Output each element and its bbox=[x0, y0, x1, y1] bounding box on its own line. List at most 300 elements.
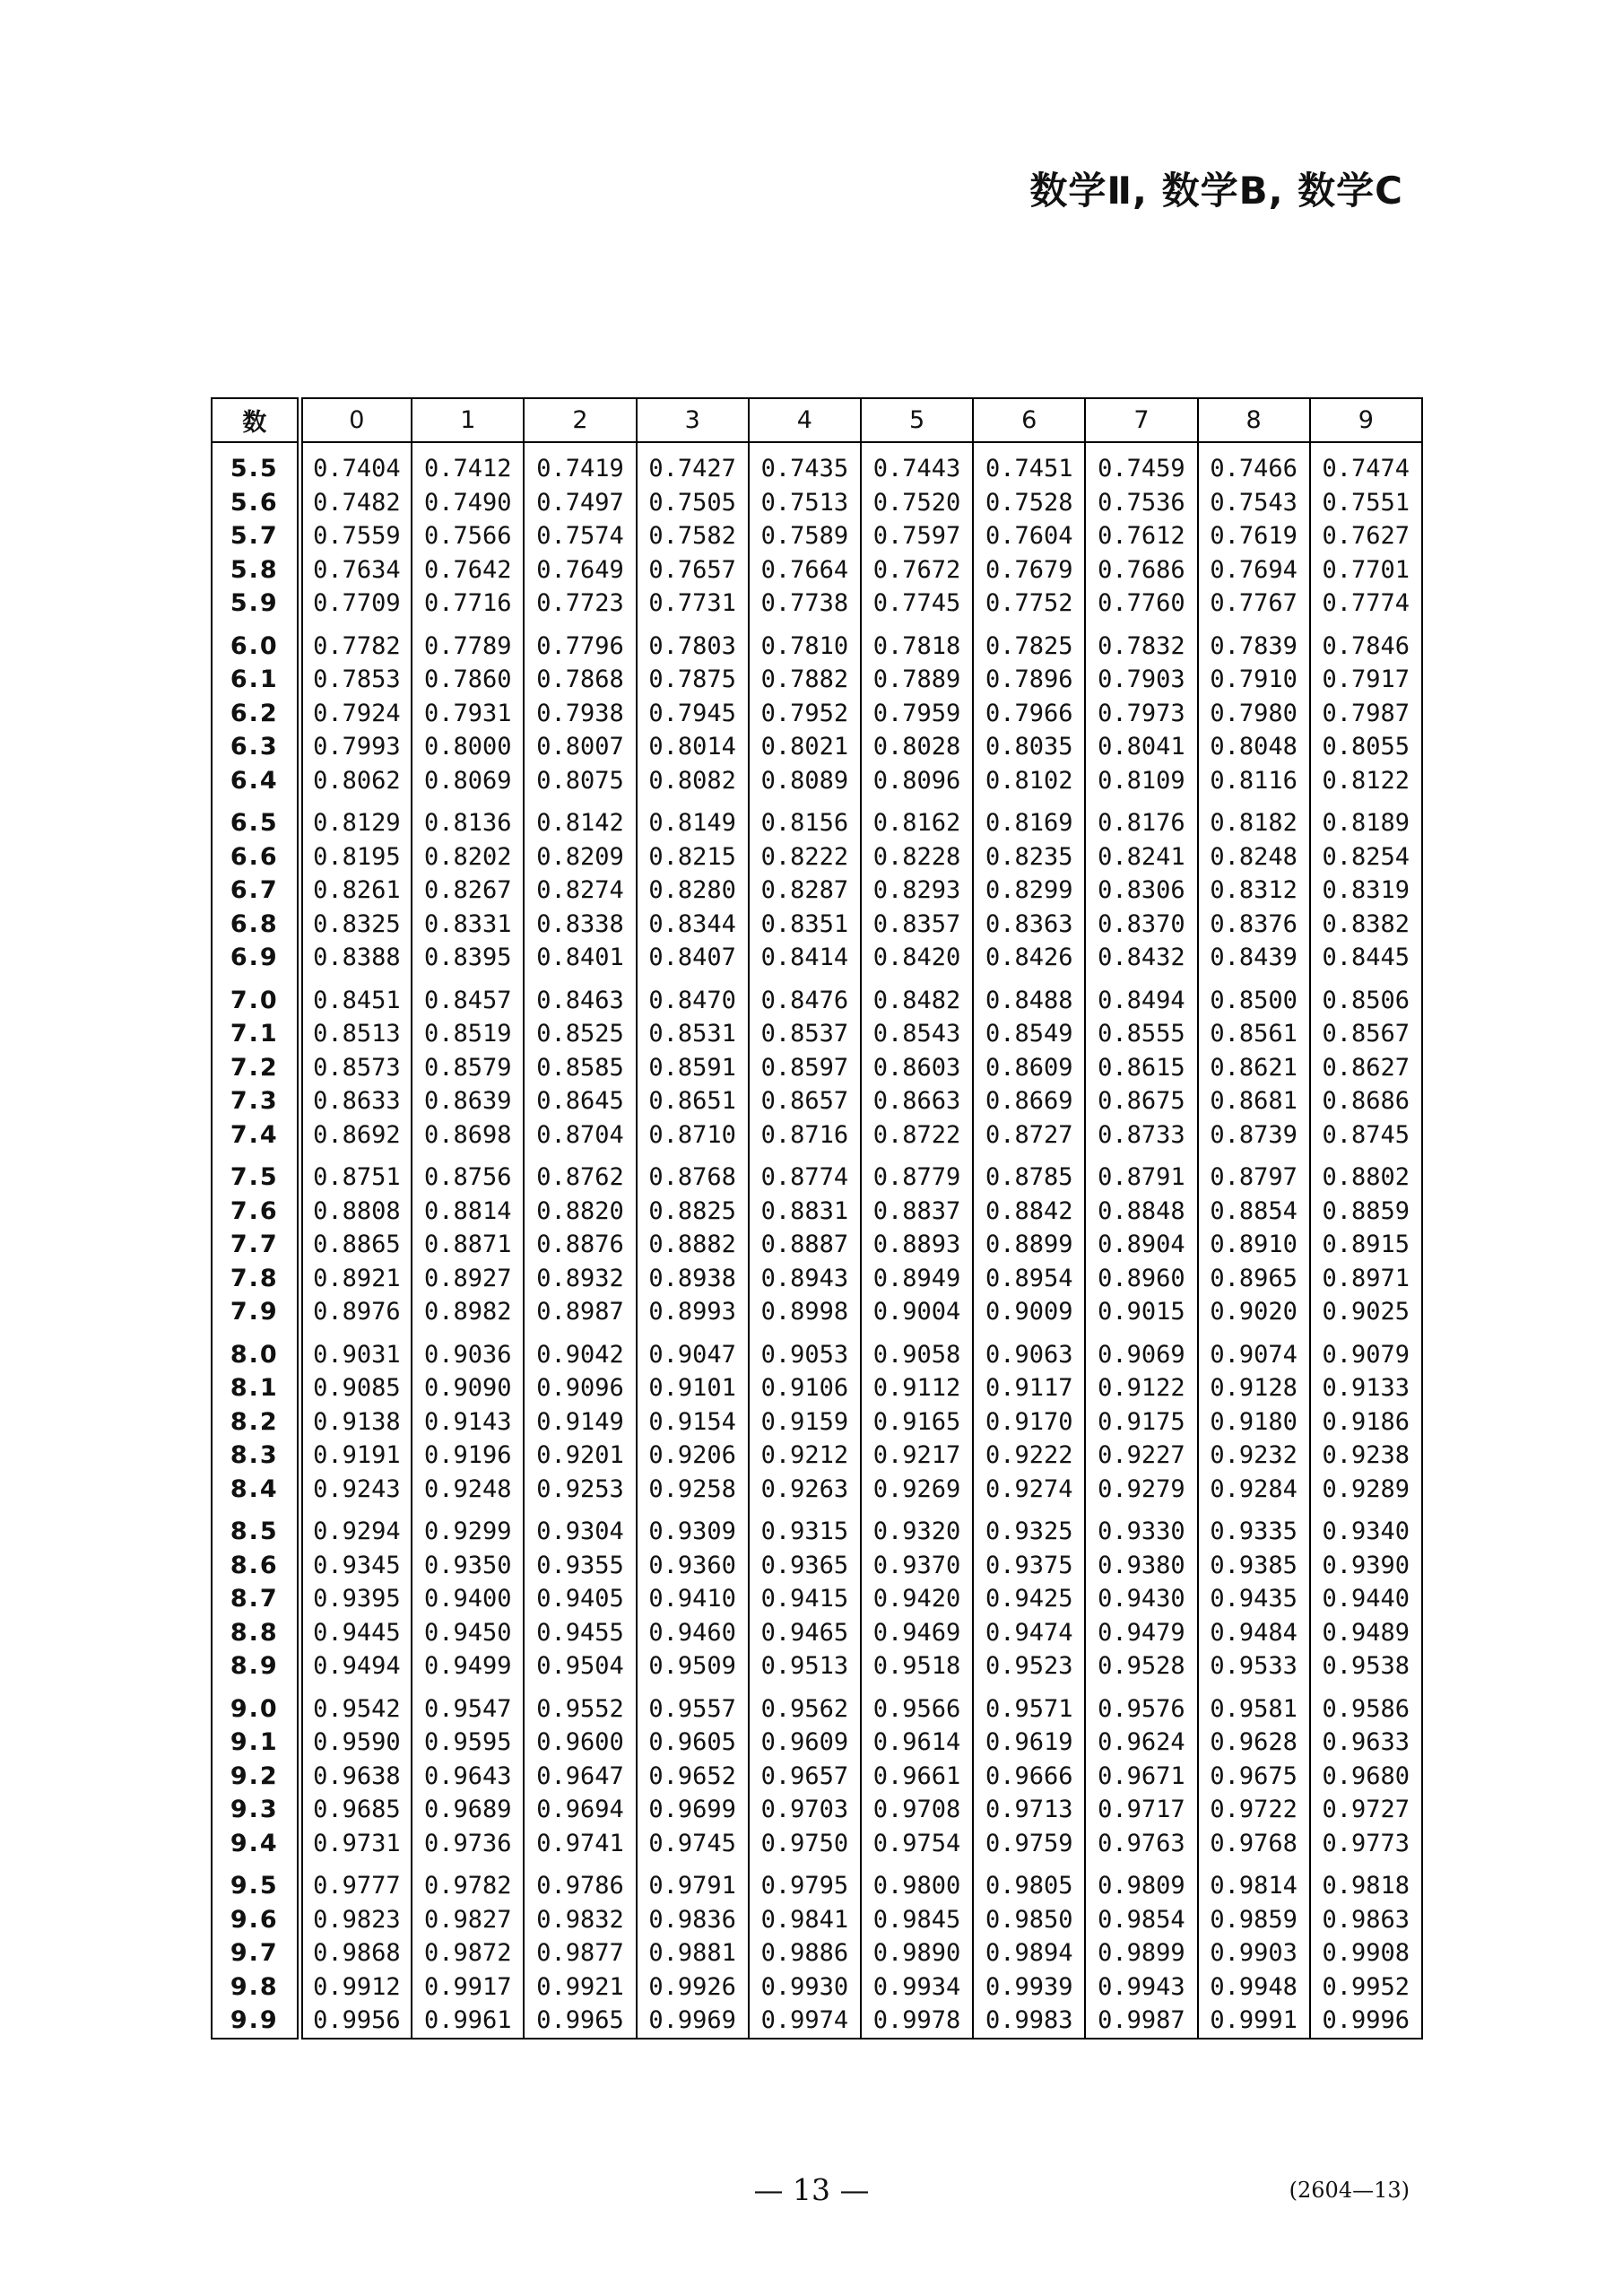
log-value-cell: 0.9689 bbox=[412, 1793, 524, 1827]
log-value-cell: 0.8621 bbox=[1198, 1051, 1310, 1085]
log-value-cell: 0.9777 bbox=[299, 1860, 412, 1903]
log-value-cell: 0.8686 bbox=[1310, 1084, 1422, 1118]
log-value-cell: 0.9917 bbox=[412, 1970, 524, 2005]
log-value-cell: 0.8842 bbox=[973, 1195, 1085, 1229]
log-value-cell: 0.9666 bbox=[973, 1760, 1085, 1794]
column-header: 7 bbox=[1085, 398, 1197, 442]
log-value-cell: 0.9533 bbox=[1198, 1649, 1310, 1683]
log-value-cell: 0.9595 bbox=[412, 1726, 524, 1760]
row-number: 8.4 bbox=[212, 1473, 299, 1507]
table-row bbox=[212, 1017, 1422, 1051]
log-value-cell: 0.8716 bbox=[749, 1118, 861, 1152]
table-row bbox=[212, 587, 1422, 621]
log-value-cell: 0.8710 bbox=[637, 1118, 749, 1152]
log-value-cell: 0.9731 bbox=[299, 1827, 412, 1861]
log-value-cell: 0.8261 bbox=[299, 874, 412, 908]
log-value-cell: 0.9253 bbox=[524, 1473, 636, 1507]
log-value-cell: 0.9269 bbox=[861, 1473, 973, 1507]
row-number: 8.5 bbox=[212, 1506, 299, 1549]
log-value-cell: 0.9894 bbox=[973, 1936, 1085, 1970]
log-value-cell: 0.9600 bbox=[524, 1726, 636, 1760]
log-value-cell: 0.8209 bbox=[524, 840, 636, 874]
log-value-cell: 0.9699 bbox=[637, 1793, 749, 1827]
log-value-cell: 0.9566 bbox=[861, 1683, 973, 1726]
log-value-cell: 0.9074 bbox=[1198, 1329, 1310, 1372]
log-value-cell: 0.8439 bbox=[1198, 941, 1310, 975]
log-value-cell: 0.9736 bbox=[412, 1827, 524, 1861]
log-value-cell: 0.8675 bbox=[1085, 1084, 1197, 1118]
log-value-cell: 0.8293 bbox=[861, 874, 973, 908]
log-value-cell: 0.9605 bbox=[637, 1726, 749, 1760]
log-value-cell: 0.8756 bbox=[412, 1152, 524, 1195]
log-value-cell: 0.9800 bbox=[861, 1860, 973, 1903]
log-value-cell: 0.8299 bbox=[973, 874, 1085, 908]
log-value-cell: 0.7435 bbox=[749, 442, 861, 486]
log-value-cell: 0.7889 bbox=[861, 663, 973, 697]
log-value-cell: 0.8338 bbox=[524, 908, 636, 942]
log-value-cell: 0.8142 bbox=[524, 797, 636, 840]
log-value-cell: 0.9101 bbox=[637, 1371, 749, 1405]
row-number: 6.0 bbox=[212, 621, 299, 664]
log-value-cell: 0.8331 bbox=[412, 908, 524, 942]
log-value-cell: 0.9069 bbox=[1085, 1329, 1197, 1372]
log-value-cell: 0.8669 bbox=[973, 1084, 1085, 1118]
column-header: 3 bbox=[637, 398, 749, 442]
row-number: 5.7 bbox=[212, 519, 299, 553]
row-number: 7.2 bbox=[212, 1051, 299, 1085]
log-value-cell: 0.7782 bbox=[299, 621, 412, 664]
log-value-cell: 0.8156 bbox=[749, 797, 861, 840]
table-row bbox=[212, 1793, 1422, 1827]
log-value-cell: 0.9170 bbox=[973, 1405, 1085, 1439]
table-row bbox=[212, 1152, 1422, 1195]
log-value-cell: 0.9939 bbox=[973, 1970, 1085, 2005]
log-value-cell: 0.7716 bbox=[412, 587, 524, 621]
row-number: 9.7 bbox=[212, 1936, 299, 1970]
log-value-cell: 0.8704 bbox=[524, 1118, 636, 1152]
log-value-cell: 0.7466 bbox=[1198, 442, 1310, 486]
log-value-cell: 0.7839 bbox=[1198, 621, 1310, 664]
log-value-cell: 0.9191 bbox=[299, 1439, 412, 1473]
row-number: 5.9 bbox=[212, 587, 299, 621]
log-value-cell: 0.9390 bbox=[1310, 1549, 1422, 1583]
log-value-cell: 0.8513 bbox=[299, 1017, 412, 1051]
log-value-cell: 0.7459 bbox=[1085, 442, 1197, 486]
log-value-cell: 0.7973 bbox=[1085, 697, 1197, 731]
log-value-cell: 0.9576 bbox=[1085, 1683, 1197, 1726]
log-value-cell: 0.9836 bbox=[637, 1903, 749, 1937]
log-value-cell: 0.9370 bbox=[861, 1549, 973, 1583]
log-value-cell: 0.9042 bbox=[524, 1329, 636, 1372]
log-value-cell: 0.8376 bbox=[1198, 908, 1310, 942]
log-value-cell: 0.8949 bbox=[861, 1262, 973, 1296]
log-value-cell: 0.9759 bbox=[973, 1827, 1085, 1861]
log-value-cell: 0.9991 bbox=[1198, 2004, 1310, 2039]
log-value-cell: 0.8215 bbox=[637, 840, 749, 874]
log-value-cell: 0.9020 bbox=[1198, 1295, 1310, 1329]
row-group bbox=[212, 1329, 1422, 1507]
log-value-cell: 0.9863 bbox=[1310, 1903, 1422, 1937]
log-value-cell: 0.9112 bbox=[861, 1371, 973, 1405]
log-value-cell: 0.9380 bbox=[1085, 1549, 1197, 1583]
log-value-cell: 0.9795 bbox=[749, 1860, 861, 1903]
log-value-cell: 0.9943 bbox=[1085, 1970, 1197, 2005]
table-row bbox=[212, 1649, 1422, 1683]
row-number: 6.7 bbox=[212, 874, 299, 908]
log-value-cell: 0.9009 bbox=[973, 1295, 1085, 1329]
row-number: 8.2 bbox=[212, 1405, 299, 1439]
log-value-cell: 0.7497 bbox=[524, 486, 636, 520]
log-value-cell: 0.9206 bbox=[637, 1439, 749, 1473]
log-value-cell: 0.9624 bbox=[1085, 1726, 1197, 1760]
log-value-cell: 0.9872 bbox=[412, 1936, 524, 1970]
log-value-cell: 0.7903 bbox=[1085, 663, 1197, 697]
row-number: 7.5 bbox=[212, 1152, 299, 1195]
log-value-cell: 0.8814 bbox=[412, 1195, 524, 1229]
log-value-cell: 0.8727 bbox=[973, 1118, 1085, 1152]
log-value-cell: 0.7731 bbox=[637, 587, 749, 621]
header-number-label: 数 bbox=[212, 398, 299, 442]
log-value-cell: 0.8854 bbox=[1198, 1195, 1310, 1229]
log-value-cell: 0.8000 bbox=[412, 730, 524, 764]
log-value-cell: 0.9987 bbox=[1085, 2004, 1197, 2039]
log-value-cell: 0.8971 bbox=[1310, 1262, 1422, 1296]
row-number: 7.1 bbox=[212, 1017, 299, 1051]
log-value-cell: 0.9047 bbox=[637, 1329, 749, 1372]
log-value-cell: 0.9708 bbox=[861, 1793, 973, 1827]
log-value-cell: 0.8785 bbox=[973, 1152, 1085, 1195]
log-table-container bbox=[211, 397, 1421, 2039]
log-value-cell: 0.8325 bbox=[299, 908, 412, 942]
log-value-cell: 0.9479 bbox=[1085, 1616, 1197, 1650]
log-value-cell: 0.8426 bbox=[973, 941, 1085, 975]
column-header: 9 bbox=[1310, 398, 1422, 442]
log-value-cell: 0.8797 bbox=[1198, 1152, 1310, 1195]
log-value-cell: 0.8395 bbox=[412, 941, 524, 975]
log-value-cell: 0.7875 bbox=[637, 663, 749, 697]
log-value-cell: 0.8463 bbox=[524, 975, 636, 1018]
log-value-cell: 0.9058 bbox=[861, 1329, 973, 1372]
log-value-cell: 0.9435 bbox=[1198, 1582, 1310, 1616]
log-value-cell: 0.8651 bbox=[637, 1084, 749, 1118]
table-row bbox=[212, 486, 1422, 520]
log-value-cell: 0.8585 bbox=[524, 1051, 636, 1085]
log-value-cell: 0.7945 bbox=[637, 697, 749, 731]
log-value-cell: 0.9469 bbox=[861, 1616, 973, 1650]
row-group bbox=[212, 621, 1422, 798]
log-value-cell: 0.9154 bbox=[637, 1405, 749, 1439]
log-value-cell: 0.9350 bbox=[412, 1549, 524, 1583]
log-value-cell: 0.8306 bbox=[1085, 874, 1197, 908]
log-value-cell: 0.8470 bbox=[637, 975, 749, 1018]
log-value-cell: 0.8859 bbox=[1310, 1195, 1422, 1229]
log-value-cell: 0.9717 bbox=[1085, 1793, 1197, 1827]
log-value-cell: 0.8069 bbox=[412, 764, 524, 798]
column-header: 8 bbox=[1198, 398, 1310, 442]
log-value-cell: 0.7774 bbox=[1310, 587, 1422, 621]
log-value-cell: 0.8169 bbox=[973, 797, 1085, 840]
log-value-cell: 0.9440 bbox=[1310, 1582, 1422, 1616]
log-value-cell: 0.7443 bbox=[861, 442, 973, 486]
log-value-cell: 0.8567 bbox=[1310, 1017, 1422, 1051]
log-value-cell: 0.9405 bbox=[524, 1582, 636, 1616]
table-row bbox=[212, 1295, 1422, 1329]
log-value-cell: 0.8109 bbox=[1085, 764, 1197, 798]
log-value-cell: 0.8848 bbox=[1085, 1195, 1197, 1229]
log-value-cell: 0.9309 bbox=[637, 1506, 749, 1549]
log-value-cell: 0.9025 bbox=[1310, 1295, 1422, 1329]
log-value-cell: 0.9117 bbox=[973, 1371, 1085, 1405]
log-value-cell: 0.7825 bbox=[973, 621, 1085, 664]
log-value-cell: 0.9965 bbox=[524, 2004, 636, 2039]
log-value-cell: 0.9974 bbox=[749, 2004, 861, 2039]
log-value-cell: 0.8791 bbox=[1085, 1152, 1197, 1195]
log-value-cell: 0.8351 bbox=[749, 908, 861, 942]
log-value-cell: 0.9232 bbox=[1198, 1439, 1310, 1473]
log-value-cell: 0.9410 bbox=[637, 1582, 749, 1616]
log-value-cell: 0.7952 bbox=[749, 697, 861, 731]
log-value-cell: 0.9159 bbox=[749, 1405, 861, 1439]
log-value-cell: 0.9614 bbox=[861, 1726, 973, 1760]
log-value-cell: 0.8698 bbox=[412, 1118, 524, 1152]
log-value-cell: 0.9542 bbox=[299, 1683, 412, 1726]
log-value-cell: 0.8089 bbox=[749, 764, 861, 798]
row-number: 9.1 bbox=[212, 1726, 299, 1760]
row-number: 8.1 bbox=[212, 1371, 299, 1405]
log-value-cell: 0.8222 bbox=[749, 840, 861, 874]
log-value-cell: 0.7419 bbox=[524, 442, 636, 486]
log-value-cell: 0.7559 bbox=[299, 519, 412, 553]
log-value-cell: 0.7938 bbox=[524, 697, 636, 731]
row-number: 7.3 bbox=[212, 1084, 299, 1118]
log-value-cell: 0.8579 bbox=[412, 1051, 524, 1085]
log-value-cell: 0.9149 bbox=[524, 1405, 636, 1439]
log-value-cell: 0.8887 bbox=[749, 1228, 861, 1262]
log-value-cell: 0.8189 bbox=[1310, 797, 1422, 840]
log-value-cell: 0.7412 bbox=[412, 442, 524, 486]
page-number: — 13 — bbox=[753, 2172, 870, 2207]
log-value-cell: 0.7589 bbox=[749, 519, 861, 553]
log-value-cell: 0.8414 bbox=[749, 941, 861, 975]
log-value-cell: 0.8927 bbox=[412, 1262, 524, 1296]
log-value-cell: 0.9881 bbox=[637, 1936, 749, 1970]
row-number: 7.6 bbox=[212, 1195, 299, 1229]
row-number: 9.6 bbox=[212, 1903, 299, 1937]
log-value-cell: 0.9128 bbox=[1198, 1371, 1310, 1405]
log-value-cell: 0.9096 bbox=[524, 1371, 636, 1405]
log-value-cell: 0.8420 bbox=[861, 941, 973, 975]
log-value-cell: 0.8893 bbox=[861, 1228, 973, 1262]
log-value-cell: 0.8531 bbox=[637, 1017, 749, 1051]
log-value-cell: 0.8494 bbox=[1085, 975, 1197, 1018]
log-value-cell: 0.8280 bbox=[637, 874, 749, 908]
table-row bbox=[212, 764, 1422, 798]
log-value-cell: 0.8525 bbox=[524, 1017, 636, 1051]
log-value-cell: 0.9805 bbox=[973, 1860, 1085, 1903]
log-value-cell: 0.7427 bbox=[637, 442, 749, 486]
log-value-cell: 0.8733 bbox=[1085, 1118, 1197, 1152]
row-number: 5.6 bbox=[212, 486, 299, 520]
log-value-cell: 0.8938 bbox=[637, 1262, 749, 1296]
log-value-cell: 0.9494 bbox=[299, 1649, 412, 1683]
log-value-cell: 0.8048 bbox=[1198, 730, 1310, 764]
log-value-cell: 0.8312 bbox=[1198, 874, 1310, 908]
log-value-cell: 0.7767 bbox=[1198, 587, 1310, 621]
log-value-cell: 0.8363 bbox=[973, 908, 1085, 942]
log-value-cell: 0.8014 bbox=[637, 730, 749, 764]
log-value-cell: 0.9557 bbox=[637, 1683, 749, 1726]
log-value-cell: 0.9415 bbox=[749, 1582, 861, 1616]
log-value-cell: 0.8831 bbox=[749, 1195, 861, 1229]
log-value-cell: 0.8149 bbox=[637, 797, 749, 840]
table-row bbox=[212, 1329, 1422, 1372]
log-value-cell: 0.8751 bbox=[299, 1152, 412, 1195]
log-value-cell: 0.9165 bbox=[861, 1405, 973, 1439]
log-value-cell: 0.8055 bbox=[1310, 730, 1422, 764]
column-header: 2 bbox=[524, 398, 636, 442]
log-value-cell: 0.8122 bbox=[1310, 764, 1422, 798]
log-value-cell: 0.7694 bbox=[1198, 553, 1310, 587]
log-value-cell: 0.9952 bbox=[1310, 1970, 1422, 2005]
log-value-cell: 0.8768 bbox=[637, 1152, 749, 1195]
row-group bbox=[212, 1506, 1422, 1683]
table-row bbox=[212, 1051, 1422, 1085]
log-value-cell: 0.9425 bbox=[973, 1582, 1085, 1616]
log-value-cell: 0.7723 bbox=[524, 587, 636, 621]
log-value-cell: 0.7993 bbox=[299, 730, 412, 764]
log-value-cell: 0.9647 bbox=[524, 1760, 636, 1794]
log-value-cell: 0.9886 bbox=[749, 1936, 861, 1970]
table-row bbox=[212, 1371, 1422, 1405]
row-number: 9.5 bbox=[212, 1860, 299, 1903]
log-value-cell: 0.9079 bbox=[1310, 1329, 1422, 1372]
log-value-cell: 0.9978 bbox=[861, 2004, 973, 2039]
table-row bbox=[212, 663, 1422, 697]
log-value-cell: 0.9227 bbox=[1085, 1439, 1197, 1473]
log-value-cell: 0.7745 bbox=[861, 587, 973, 621]
log-value-cell: 0.9827 bbox=[412, 1903, 524, 1937]
log-value-cell: 0.8993 bbox=[637, 1295, 749, 1329]
log-value-cell: 0.7917 bbox=[1310, 663, 1422, 697]
row-group bbox=[212, 797, 1422, 975]
log-value-cell: 0.8825 bbox=[637, 1195, 749, 1229]
log-value-cell: 0.9562 bbox=[749, 1683, 861, 1726]
log-value-cell: 0.9263 bbox=[749, 1473, 861, 1507]
log-value-cell: 0.7642 bbox=[412, 553, 524, 587]
log-value-cell: 0.7752 bbox=[973, 587, 1085, 621]
log-value-cell: 0.8633 bbox=[299, 1084, 412, 1118]
log-value-cell: 0.9460 bbox=[637, 1616, 749, 1650]
log-value-cell: 0.8597 bbox=[749, 1051, 861, 1085]
log-value-cell: 0.7803 bbox=[637, 621, 749, 664]
log-value-cell: 0.8921 bbox=[299, 1262, 412, 1296]
log-value-cell: 0.7536 bbox=[1085, 486, 1197, 520]
log-value-cell: 0.9745 bbox=[637, 1827, 749, 1861]
log-value-cell: 0.8882 bbox=[637, 1228, 749, 1262]
log-value-cell: 0.9063 bbox=[973, 1329, 1085, 1372]
log-value-cell: 0.7657 bbox=[637, 553, 749, 587]
log-value-cell: 0.9365 bbox=[749, 1549, 861, 1583]
log-value-cell: 0.7853 bbox=[299, 663, 412, 697]
column-header: 6 bbox=[973, 398, 1085, 442]
log-value-cell: 0.8591 bbox=[637, 1051, 749, 1085]
table-row bbox=[212, 1683, 1422, 1726]
log-value-cell: 0.9258 bbox=[637, 1473, 749, 1507]
log-value-cell: 0.7987 bbox=[1310, 697, 1422, 731]
table-row bbox=[212, 1760, 1422, 1794]
log-value-cell: 0.7686 bbox=[1085, 553, 1197, 587]
log-value-cell: 0.9499 bbox=[412, 1649, 524, 1683]
log-value-cell: 0.8943 bbox=[749, 1262, 861, 1296]
row-number: 9.4 bbox=[212, 1827, 299, 1861]
log-value-cell: 0.9903 bbox=[1198, 1936, 1310, 1970]
log-value-cell: 0.7709 bbox=[299, 587, 412, 621]
row-number: 7.4 bbox=[212, 1118, 299, 1152]
log-value-cell: 0.9818 bbox=[1310, 1860, 1422, 1903]
log-value-cell: 0.9773 bbox=[1310, 1827, 1422, 1861]
log-value-cell: 0.9854 bbox=[1085, 1903, 1197, 1937]
log-value-cell: 0.8382 bbox=[1310, 908, 1422, 942]
log-value-cell: 0.9814 bbox=[1198, 1860, 1310, 1903]
log-value-cell: 0.9850 bbox=[973, 1903, 1085, 1937]
log-value-cell: 0.7528 bbox=[973, 486, 1085, 520]
log-value-cell: 0.9330 bbox=[1085, 1506, 1197, 1549]
log-value-cell: 0.8802 bbox=[1310, 1152, 1422, 1195]
table-row bbox=[212, 1903, 1422, 1937]
log-value-cell: 0.9791 bbox=[637, 1860, 749, 1903]
log-value-cell: 0.9763 bbox=[1085, 1827, 1197, 1861]
log-value-cell: 0.8762 bbox=[524, 1152, 636, 1195]
log-value-cell: 0.9289 bbox=[1310, 1473, 1422, 1507]
row-number: 6.8 bbox=[212, 908, 299, 942]
log-value-cell: 0.9703 bbox=[749, 1793, 861, 1827]
log-value-cell: 0.8555 bbox=[1085, 1017, 1197, 1051]
log-value-cell: 0.9400 bbox=[412, 1582, 524, 1616]
log-value-cell: 0.8904 bbox=[1085, 1228, 1197, 1262]
log-value-cell: 0.9675 bbox=[1198, 1760, 1310, 1794]
log-value-cell: 0.7679 bbox=[973, 553, 1085, 587]
log-value-cell: 0.8573 bbox=[299, 1051, 412, 1085]
log-value-cell: 0.8982 bbox=[412, 1295, 524, 1329]
table-row bbox=[212, 1228, 1422, 1262]
log-value-cell: 0.7574 bbox=[524, 519, 636, 553]
log-value-cell: 0.9538 bbox=[1310, 1649, 1422, 1683]
log-value-cell: 0.8543 bbox=[861, 1017, 973, 1051]
table-row bbox=[212, 941, 1422, 975]
log-value-cell: 0.8344 bbox=[637, 908, 749, 942]
log-value-cell: 0.9004 bbox=[861, 1295, 973, 1329]
log-value-cell: 0.9571 bbox=[973, 1683, 1085, 1726]
log-value-cell: 0.8965 bbox=[1198, 1262, 1310, 1296]
table-row bbox=[212, 553, 1422, 587]
log-value-cell: 0.8519 bbox=[412, 1017, 524, 1051]
log-value-cell: 0.7882 bbox=[749, 663, 861, 697]
log-value-cell: 0.9841 bbox=[749, 1903, 861, 1937]
log-value-cell: 0.9325 bbox=[973, 1506, 1085, 1549]
row-number: 6.1 bbox=[212, 663, 299, 697]
log-value-cell: 0.9284 bbox=[1198, 1473, 1310, 1507]
log-value-cell: 0.9809 bbox=[1085, 1860, 1197, 1903]
log-value-cell: 0.8932 bbox=[524, 1262, 636, 1296]
log-value-cell: 0.9948 bbox=[1198, 1970, 1310, 2005]
log-value-cell: 0.7551 bbox=[1310, 486, 1422, 520]
log-value-cell: 0.8615 bbox=[1085, 1051, 1197, 1085]
log-value-cell: 0.7404 bbox=[299, 442, 412, 486]
row-group bbox=[212, 1152, 1422, 1329]
log-value-cell: 0.7896 bbox=[973, 663, 1085, 697]
log-value-cell: 0.8745 bbox=[1310, 1118, 1422, 1152]
log-value-cell: 0.8021 bbox=[749, 730, 861, 764]
